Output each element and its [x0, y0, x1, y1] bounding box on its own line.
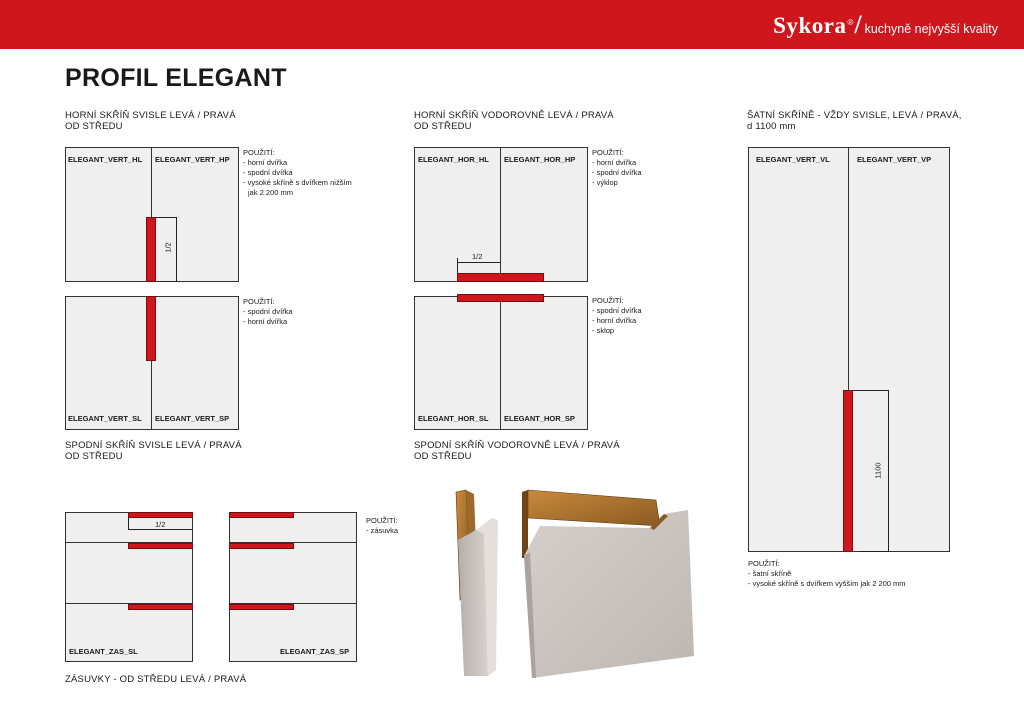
lower-horizontal-heading	[414, 440, 620, 462]
handle-profile	[457, 294, 544, 302]
handle-profile	[457, 273, 544, 282]
panel-label: ELEGANT_VERT_VP	[857, 155, 932, 164]
usage-item: - horní dvířka	[243, 317, 288, 326]
usage-note	[366, 516, 398, 536]
panel-label: ELEGANT_VERT_VL	[756, 155, 830, 164]
lower-vertical-heading	[65, 440, 242, 462]
usage-title: POUŽITÍ:	[243, 148, 275, 157]
usage-item: - spodní dvířka	[243, 307, 293, 316]
usage-title: POUŽITÍ:	[366, 516, 398, 525]
panel-label: ELEGANT_ZAS_SL	[69, 647, 138, 656]
panel-label: ELEGANT_HOR_HP	[504, 155, 576, 164]
dimension-line	[128, 529, 193, 530]
profile-side-view	[456, 490, 498, 676]
dimension-line	[888, 390, 889, 552]
usage-title: POUŽITÍ:	[748, 559, 780, 568]
usage-item: jak 2 200 mm	[248, 188, 294, 197]
heading-line: ŠATNÍ SKŘÍNĚ - VŽDY SVISLE, LEVÁ / PRAVÁ,	[747, 110, 962, 121]
header-bar	[0, 0, 1024, 49]
panel-label: ELEGANT_ZAS_SP	[280, 647, 350, 656]
heading-line: SPODNÍ SKŘÍŇ VODOROVNĚ LEVÁ / PRAVÁ	[414, 440, 620, 451]
dimension-tick	[860, 551, 889, 552]
brand-name: Sykora	[773, 13, 847, 38]
brand-tagline: kuchyně nejvyšší kvality	[864, 22, 998, 36]
upper-horizontal-top-panel	[414, 147, 588, 282]
handle-profile	[843, 390, 853, 552]
usage-item: - zásuvka	[366, 526, 399, 535]
page-title: PROFIL ELEGANT	[65, 64, 287, 92]
dimension-label: 1/2	[155, 520, 166, 529]
usage-item: - horní dvířka	[592, 158, 637, 167]
usage-item: - spodní dvířka	[243, 168, 293, 177]
heading-line: HORNÍ SKŘÍŇ VODOROVNĚ LEVÁ / PRAVÁ	[414, 110, 614, 121]
panel-divider	[500, 296, 501, 430]
drawer-stack-left	[65, 512, 193, 662]
drawer-stack-right	[229, 512, 357, 662]
heading-line: OD STŘEDU	[414, 451, 472, 462]
dimension-label: 1/2	[472, 252, 483, 261]
dimension-tick	[853, 390, 889, 391]
heading-line: OD STŘEDU	[65, 451, 123, 462]
heading-line: ZÁSUVKY - OD STŘEDU LEVÁ / PRAVÁ	[65, 674, 247, 685]
usage-item: - horní dvířka	[243, 158, 288, 167]
panel-label: ELEGANT_VERT_SP	[155, 414, 230, 423]
usage-title: POUŽITÍ:	[592, 148, 624, 157]
usage-item: - výklop	[592, 178, 618, 187]
upper-horizontal-heading	[414, 110, 614, 132]
handle-profile	[128, 543, 193, 549]
brand-registered-mark: ®	[847, 18, 854, 27]
dimension-label: 1100	[873, 462, 883, 479]
handle-profile	[128, 604, 193, 610]
usage-item: - spodní dvířka	[592, 306, 642, 315]
usage-note	[243, 148, 352, 198]
usage-item: - horní dvířka	[592, 316, 637, 325]
dimension-line	[176, 217, 177, 282]
heading-line: SPODNÍ SKŘÍŇ SVISLE LEVÁ / PRAVÁ	[65, 440, 242, 451]
usage-title: POUŽITÍ:	[243, 297, 275, 306]
usage-note	[592, 296, 642, 336]
usage-item: - vysoké skříně s dvířkem nižším	[243, 178, 352, 187]
usage-item: - sklop	[592, 326, 615, 335]
heading-line: d 1100 mm	[747, 121, 796, 132]
heading-line: OD STŘEDU	[65, 121, 123, 132]
brand-logo	[773, 10, 998, 40]
dimension-tick	[160, 281, 177, 282]
panel-label: ELEGANT_HOR_SL	[418, 414, 489, 423]
handle-profile	[146, 217, 156, 282]
dimension-line	[457, 262, 500, 263]
brand-slash: /	[854, 10, 862, 39]
usage-item: - spodní dvířka	[592, 168, 642, 177]
panel-label: ELEGANT_VERT_SL	[68, 414, 142, 423]
handle-profile	[229, 543, 294, 549]
panel-label: ELEGANT_HOR_HL	[418, 155, 489, 164]
handle-profile	[146, 296, 156, 361]
heading-line: HORNÍ SKŘÍŇ SVISLE LEVÁ / PRAVÁ	[65, 110, 236, 121]
drawers-footer	[65, 674, 246, 685]
usage-title: POUŽITÍ:	[592, 296, 624, 305]
usage-item: - šatní skříně	[748, 569, 792, 578]
handle-profile	[229, 604, 294, 610]
upper-horizontal-bottom-panel	[414, 296, 588, 430]
panel-label: ELEGANT_HOR_SP	[504, 414, 575, 423]
usage-note	[592, 148, 642, 188]
profile-front-view	[522, 490, 694, 678]
usage-note	[748, 559, 906, 589]
upper-vertical-heading	[65, 110, 236, 132]
panel-divider	[500, 147, 501, 282]
dimension-label: 1/2	[163, 242, 173, 253]
heading-line: OD STŘEDU	[414, 121, 472, 132]
dimension-tick	[156, 217, 177, 218]
handle-profile	[128, 512, 193, 518]
panel-label: ELEGANT_VERT_HP	[155, 155, 230, 164]
wardrobe-heading	[747, 110, 962, 132]
panel-label: ELEGANT_VERT_HL	[68, 155, 143, 164]
dimension-tick	[457, 258, 458, 273]
handle-profile	[229, 512, 294, 518]
profile-3d-illustration	[440, 480, 710, 680]
usage-note	[243, 297, 293, 327]
usage-item: - vysoké skříně s dvířkem vyšším jak 2 200 mm	[748, 579, 906, 588]
